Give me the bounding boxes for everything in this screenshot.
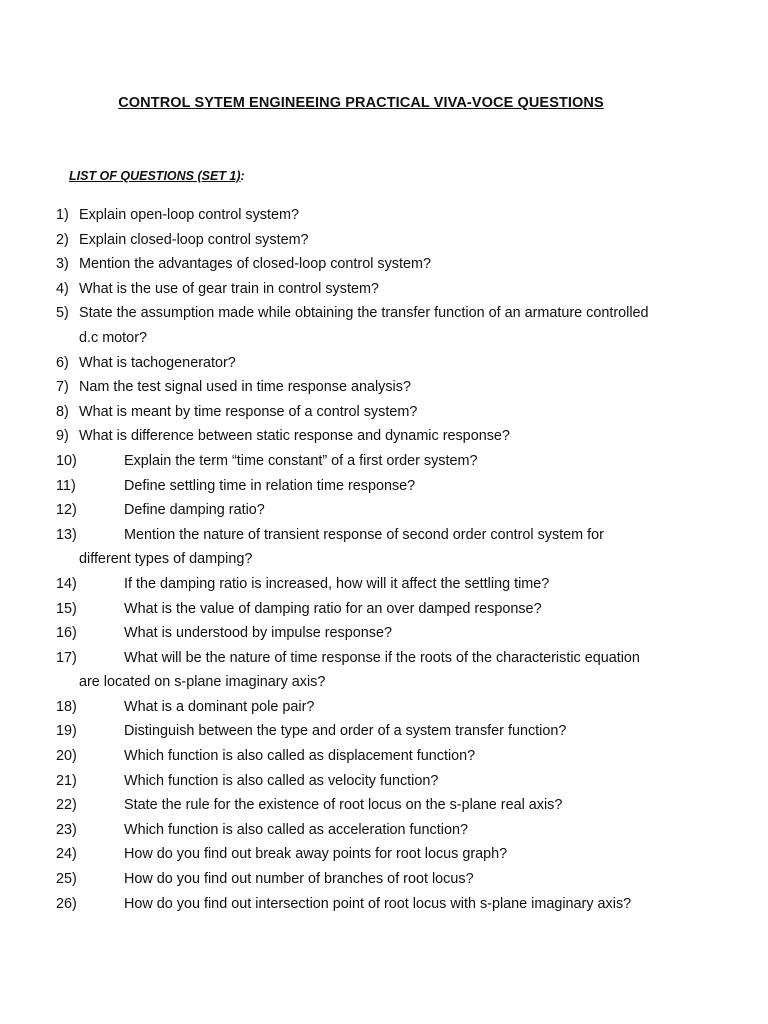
- page-title: CONTROL SYTEM ENGINEEING PRACTICAL VIVA-VOCE QUESTIONS: [118, 95, 604, 111]
- question-text: What is the use of gear train in control system?: [79, 280, 379, 297]
- question-text: What is meant by time response of a control system?: [79, 403, 418, 420]
- question-item: [56, 228, 746, 253]
- question-item: [56, 818, 746, 843]
- question-text-continuation: are located on s-plane imaginary axis?: [79, 674, 326, 691]
- question-item: [56, 597, 746, 622]
- question-item: [56, 400, 746, 425]
- question-item: [56, 301, 746, 350]
- question-item: [56, 646, 746, 695]
- question-number: 3): [56, 256, 69, 273]
- question-item: [56, 523, 746, 572]
- question-number: 5): [56, 305, 69, 322]
- question-item: [56, 695, 746, 720]
- question-item: [56, 793, 746, 818]
- question-text: Which function is also called as acceleration function?: [124, 821, 468, 838]
- question-text: How do you find out number of branches of root locus?: [124, 871, 474, 888]
- question-text: Distinguish between the type and order of a system transfer function?: [124, 723, 567, 740]
- question-number: 15): [56, 600, 77, 617]
- question-number: 4): [56, 280, 69, 297]
- section-heading-colon: :: [240, 169, 245, 183]
- question-item: [56, 572, 746, 597]
- question-item: [56, 424, 746, 449]
- question-text: How do you find out intersection point of root locus with s-plane imaginary axis?: [124, 895, 632, 912]
- question-number: 26): [56, 895, 77, 912]
- question-text: Nam the test signal used in time response analysis?: [79, 379, 411, 396]
- question-text: Explain open-loop control system?: [79, 207, 299, 223]
- question-item: [56, 474, 746, 499]
- question-number: 8): [56, 403, 69, 420]
- section-heading: [69, 169, 245, 183]
- question-item: [56, 719, 746, 744]
- question-item: [56, 498, 746, 523]
- question-text: What is a dominant pole pair?: [124, 698, 315, 715]
- section-heading-label: LIST OF QUESTIONS (SET 1): [69, 169, 241, 183]
- question-number: 23): [56, 821, 77, 838]
- question-number: 25): [56, 871, 77, 888]
- question-text: Explain closed-loop control system?: [79, 231, 309, 248]
- question-number: 9): [56, 428, 69, 445]
- question-text: Define damping ratio?: [124, 502, 265, 519]
- question-text: State the assumption made while obtaining the transfer function of an armature controlled: [79, 305, 649, 322]
- question-text: What will be the nature of time response if the roots of the characteristic equation: [124, 649, 640, 666]
- question-number: 11): [56, 477, 76, 494]
- question-number: 7): [56, 379, 69, 396]
- question-text: Which function is also called as displacement function?: [124, 748, 476, 765]
- question-item: [56, 375, 746, 400]
- question-item: [56, 449, 746, 474]
- question-text: If the damping ratio is increased, how will it affect the settling time?: [124, 575, 550, 592]
- question-number: 20): [56, 748, 77, 765]
- question-item: [56, 744, 746, 769]
- question-number: 21): [56, 772, 77, 789]
- question-number: 12): [56, 502, 77, 519]
- question-text: What is tachogenerator?: [79, 354, 236, 371]
- question-item: [56, 351, 746, 376]
- question-number: 18): [56, 698, 77, 715]
- question-item: [56, 621, 746, 646]
- question-number: 2): [56, 231, 69, 248]
- question-text: How do you find out break away points for root locus graph?: [124, 846, 508, 863]
- question-text-continuation: different types of damping?: [79, 551, 253, 568]
- question-number: 17): [56, 649, 77, 666]
- question-number: 19): [56, 723, 77, 740]
- question-text: Mention the nature of transient response of second order control system for: [124, 526, 604, 543]
- question-item: [56, 892, 746, 917]
- question-item: [56, 769, 746, 794]
- question-text: What is the value of damping ratio for an over damped response?: [124, 600, 542, 617]
- question-number: 14): [56, 575, 77, 592]
- question-number: 24): [56, 846, 77, 863]
- question-number: 16): [56, 625, 77, 642]
- question-text: Which function is also called as velocity function?: [124, 772, 439, 789]
- question-text: What is difference between static response and dynamic response?: [79, 428, 510, 445]
- question-list: [56, 203, 746, 916]
- question-number: 10): [56, 452, 77, 469]
- question-text: Define settling time in relation time response?: [124, 477, 416, 494]
- question-item: [56, 277, 746, 302]
- question-text: What is understood by impulse response?: [124, 625, 392, 642]
- question-text: Mention the advantages of closed-loop control system?: [79, 256, 431, 273]
- question-number: 13): [56, 526, 77, 543]
- question-item: [56, 252, 746, 277]
- question-item: [56, 842, 746, 867]
- question-number: 22): [56, 797, 77, 814]
- question-text: Explain the term “time constant” of a first order system?: [124, 452, 478, 469]
- question-number: 6): [56, 354, 69, 371]
- question-item: [56, 203, 746, 228]
- question-text: State the rule for the existence of root locus on the s-plane real axis?: [124, 797, 563, 814]
- question-text-continuation: d.c motor?: [79, 329, 147, 346]
- question-number: 1): [56, 207, 69, 223]
- question-item: [56, 867, 746, 892]
